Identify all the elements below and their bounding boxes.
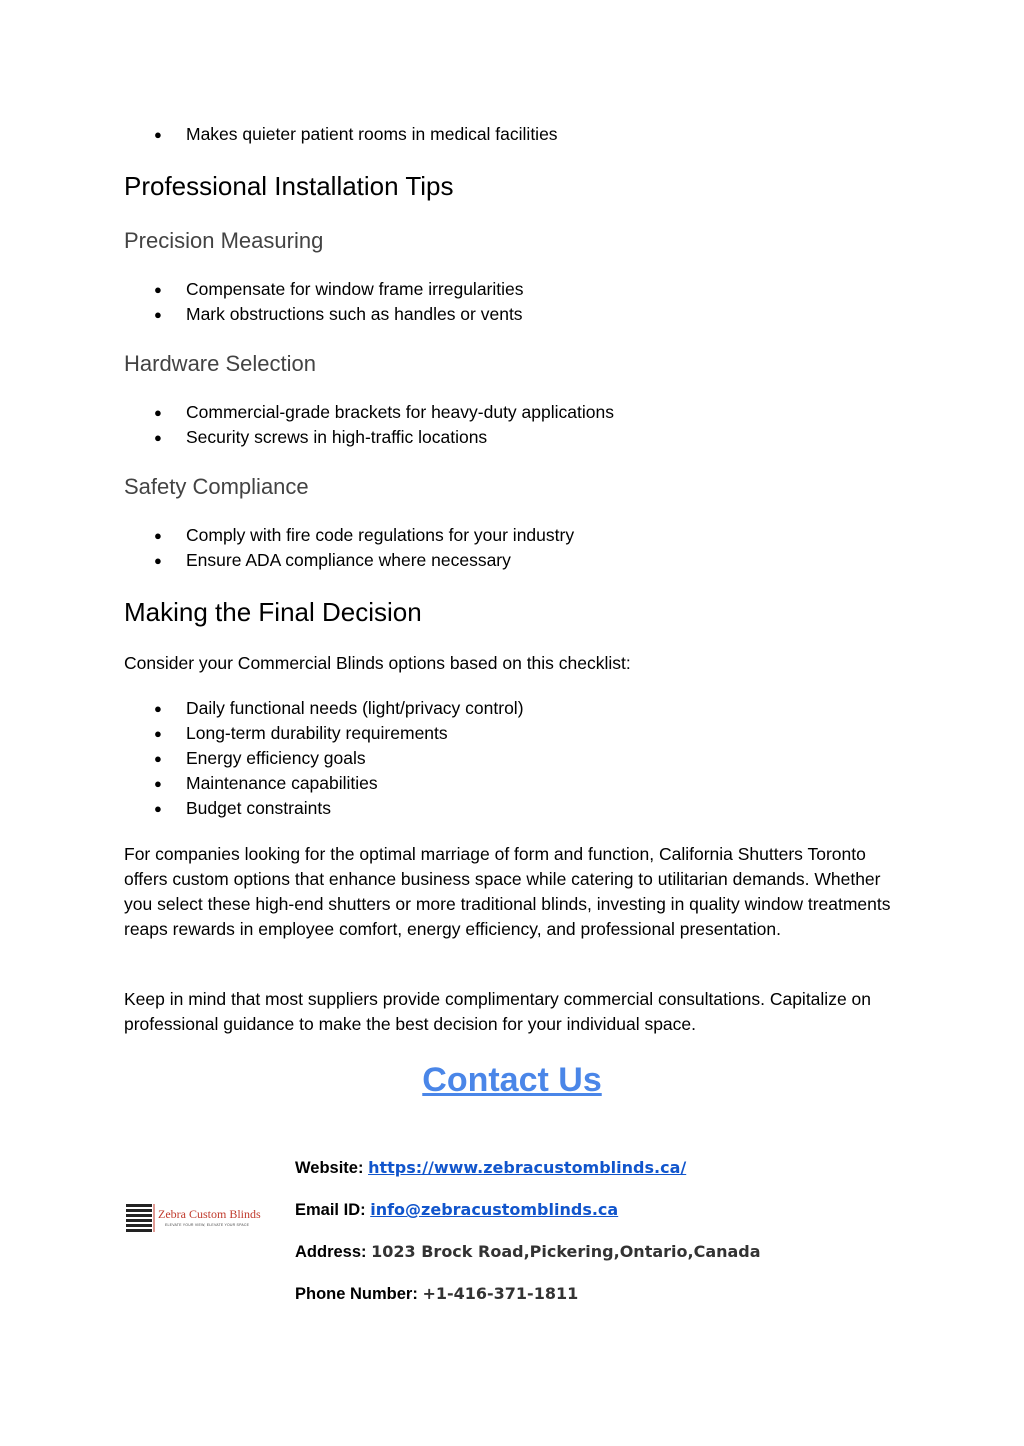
section-heading-final-decision: Making the Final Decision [124, 597, 422, 627]
bullet-icon: ● [154, 528, 162, 543]
list-item: ● Security screws in high-traffic locations [124, 425, 614, 450]
list-item: ● Ensure ADA compliance where necessary [124, 548, 574, 573]
address-label: Address: [295, 1243, 367, 1261]
email-link[interactable]: info@zebracustomblinds.ca [370, 1200, 619, 1219]
address-row [295, 1240, 761, 1264]
list-item: ● Maintenance capabilities [124, 771, 524, 796]
bullet-icon: ● [154, 553, 162, 568]
address-value: 1023 Brock Road,Pickering,Ontario,Canada [371, 1242, 761, 1261]
bullet-list-checklist [124, 696, 524, 821]
decision-intro: Consider your Commercial Blinds options based on this checklist: [124, 653, 631, 673]
bullet-icon: ● [154, 405, 162, 420]
section-heading-installation: Professional Installation Tips [124, 171, 454, 201]
bullet-list-safety [124, 523, 574, 573]
logo-tagline: ELEVATE YOUR VIEW, ELEVATE YOUR SPACE [165, 1223, 250, 1227]
bullet-icon: ● [154, 127, 162, 142]
subheading-precision-measuring: Precision Measuring [124, 228, 324, 253]
bullet-icon: ● [154, 776, 162, 791]
bullet-icon: ● [154, 726, 162, 741]
bullet-icon: ● [154, 751, 162, 766]
company-logo [125, 1202, 260, 1234]
subheading-hardware-selection: Hardware Selection [124, 351, 316, 376]
list-item: ● Comply with fire code regulations for your industry [124, 523, 574, 548]
subheading-safety-compliance: Safety Compliance [124, 474, 309, 499]
decision-paragraph-2: Keep in mind that most suppliers provide complimentary commercial consultations. Capitalize on professional guidance to make the best decision for your individual space. [124, 989, 872, 1034]
list-item: ● Makes quieter patient rooms in medical facilities [124, 122, 558, 147]
intro-bullet-list [124, 122, 558, 147]
phone-row [295, 1282, 578, 1306]
phone-value: +1-416-371-1811 [422, 1284, 579, 1303]
contact-us-link[interactable]: Contact Us [422, 1061, 602, 1099]
bullet-list-measuring [124, 277, 524, 327]
list-item: ● Daily functional needs (light/privacy control) [124, 696, 524, 721]
bullet-icon: ● [154, 701, 162, 716]
email-label: Email ID: [295, 1201, 366, 1219]
logo-brand-text: Zebra Custom Blinds [158, 1207, 261, 1221]
decision-paragraph-1: For companies looking for the optimal marriage of form and function, California Shutters Toronto offers custom options that enhance business space while catering to utilitarian demands. Whether you select these high-end shutters or more traditional blinds, investing in quality window treatments reaps rewards in employee comfort, energy efficiency, and professional presentation. [124, 844, 891, 939]
bullet-icon: ● [154, 307, 162, 322]
bullet-icon: ● [154, 430, 162, 445]
bullet-icon: ● [154, 801, 162, 816]
list-item: ● Energy efficiency goals [124, 746, 524, 771]
email-row [295, 1198, 618, 1222]
phone-label: Phone Number: [295, 1285, 418, 1303]
bullet-icon: ● [154, 282, 162, 297]
list-item: ● Mark obstructions such as handles or vents [124, 302, 524, 327]
list-item: ● Compensate for window frame irregularities [124, 277, 524, 302]
list-item: ● Budget constraints [124, 796, 524, 821]
website-link[interactable]: https://www.zebracustomblinds.ca/ [368, 1158, 687, 1177]
website-row [295, 1156, 686, 1180]
bullet-list-hardware [124, 400, 614, 450]
list-item: ● Commercial-grade brackets for heavy-duty applications [124, 400, 614, 425]
list-item: ● Long-term durability requirements [124, 721, 524, 746]
website-label: Website: [295, 1159, 364, 1177]
